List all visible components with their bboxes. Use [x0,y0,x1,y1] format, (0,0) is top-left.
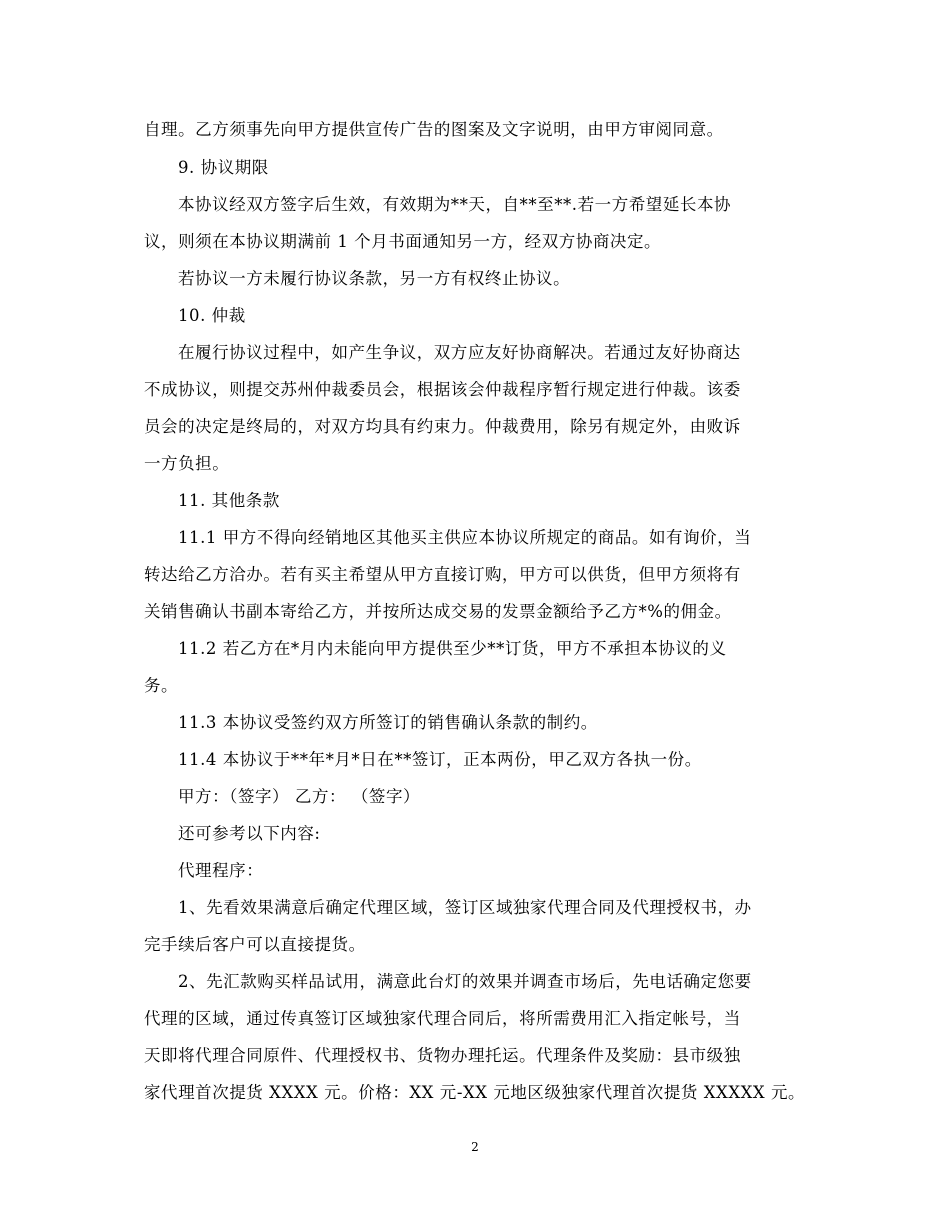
text-line: 1、先看效果满意后确定代理区域，签订区域独家代理合同及代理授权书，办 [178,898,752,917]
text-line: 家代理首次提货 XXXX 元。价格：XX 元-XX 元地区级独家代理首次提货 XXXXX 元。 [144,1083,806,1102]
text-line: 天即将代理合同原件、代理授权书、货物办理托运。代理条件及奖励：县市级独 [144,1046,741,1065]
text-line: 转达给乙方洽办。若有买主希望从甲方直接订购，甲方可以供货，但甲方须将有 [144,565,741,584]
section-heading: 10. 仲裁 [178,306,246,325]
text-line: 本协议经双方签字后生效，有效期为**天，自**至**.若一方希望延长本协 [178,195,732,214]
text-line: 代理的区域，通过传真签订区域独家代理合同后，将所需费用汇入指定帐号，当 [144,1009,741,1028]
text-line: 2、先汇款购买样品试用，满意此台灯的效果并调查市场后，先电话确定您要 [178,972,752,991]
signature-line: 甲方：（签字） 乙方： （签字） [178,787,421,806]
text-line: 11.1 甲方不得向经销地区其他买主供应本协议所规定的商品。如有询价，当 [178,528,752,547]
text-line: 在履行协议过程中，如产生争议，双方应友好协商解决。若通过友好协商达 [178,343,741,362]
text-line: 自理。乙方须事先向甲方提供宣传广告的图案及文字说明，由甲方审阅同意。 [144,120,724,139]
text-line: 还可参考以下内容: [178,824,321,843]
text-line: 一方负担。 [144,454,230,473]
text-line: 11.3 本协议受签约双方所签订的销售确认条款的制约。 [178,713,598,732]
text-line: 不成协议，则提交苏州仲裁委员会，根据该会仲裁程序暂行规定进行仲裁。该委 [144,380,741,399]
text-line: 11.2 若乙方在*月内未能向甲方提供至少**订货，甲方不承担本协议的义 [178,639,727,658]
text-line: 员会的决定是终局的，对双方均具有约束力。仲裁费用，除另有规定外，由败诉 [144,417,741,436]
section-heading: 9. 协议期限 [178,158,269,177]
section-heading: 代理程序： [178,861,264,880]
section-heading: 11. 其他条款 [178,491,280,510]
text-line: 议，则须在本协议期满前 1 个月书面通知另一方，经双方协商决定。 [144,232,662,251]
page-number: 2 [471,1140,479,1154]
text-line: 关销售确认书副本寄给乙方，并按所达成交易的发票金额给予乙方*%的佣金。 [144,602,732,621]
text-line: 11.4 本协议于**年*月*日在**签订，正本两份，甲乙双方各执一份。 [178,750,702,769]
text-line: 完手续后客户可以直接提货。 [144,935,366,954]
text-line: 务。 [144,676,179,695]
text-line: 若协议一方未履行协议条款，另一方有权终止协议。 [178,269,571,288]
